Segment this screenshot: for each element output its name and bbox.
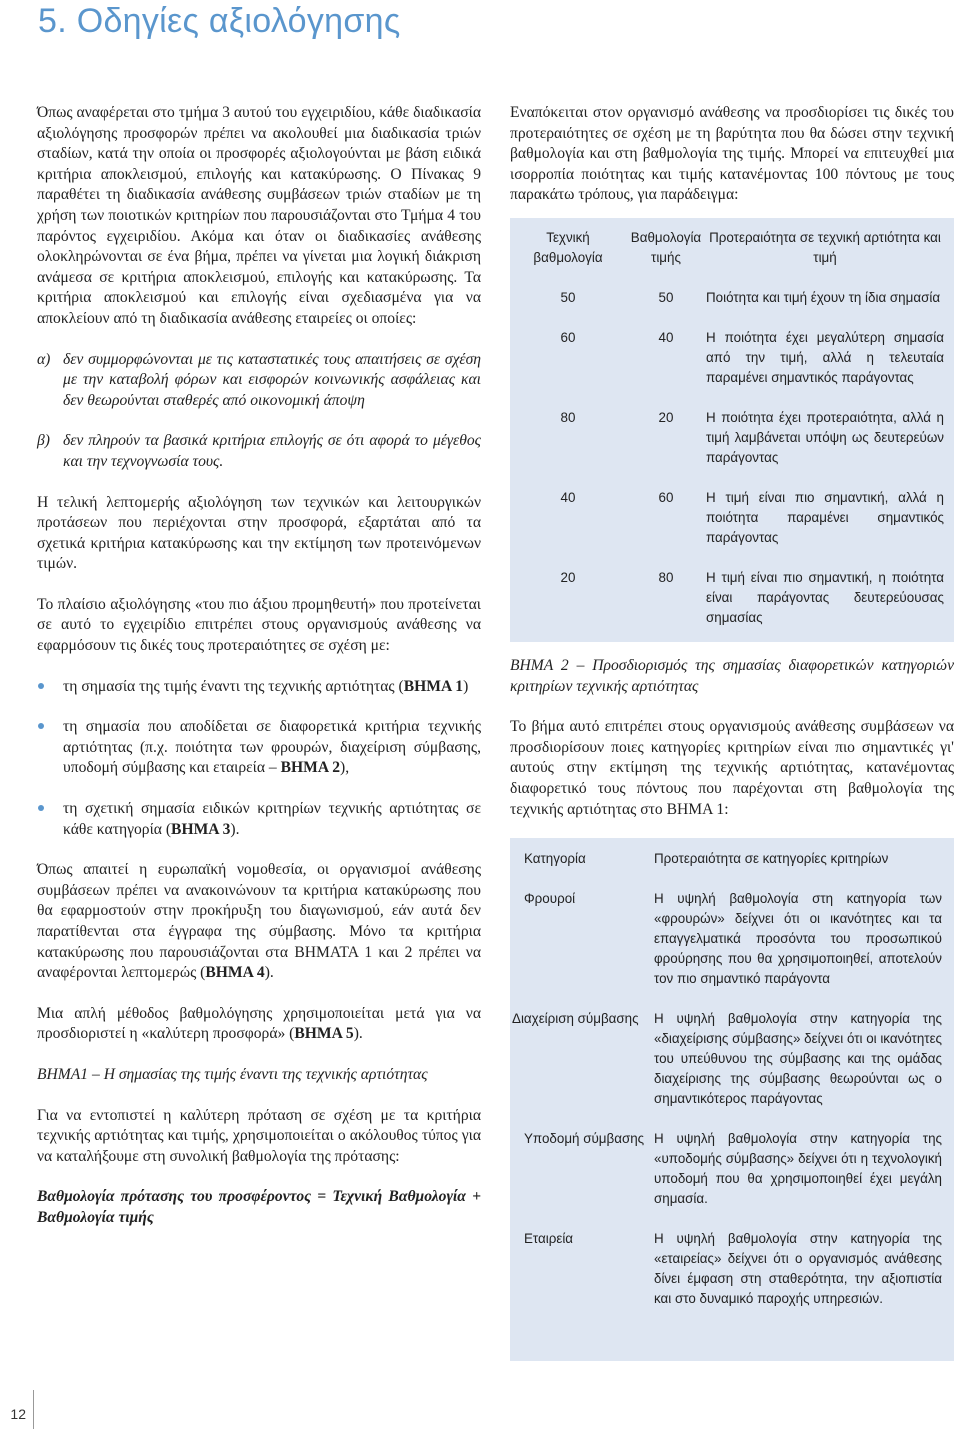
bullet-dot-icon [37,799,63,840]
category-cell: Εταιρεία [524,1231,574,1247]
formula: Βαθμολογία πρότασης του προσφέροντος = Τεχνική Βαθμολογία + Βαθμολογία τιμής [37,1188,481,1226]
scoring-paragraph: Μια απλή μέθοδος βαθμολόγησης χρησιμοποιείται μετά για να προσδιοριστεί η «καλύτερη προσφορά» (ΒΗΜΑ 5). [37,1004,481,1043]
table-row [510,488,954,568]
table-row [510,1009,954,1129]
header-tech-score: Τεχνική βαθμολογία [533,229,603,265]
category-desc-cell: Η υψηλή βαθμολογία στην κατηγορία της «υποδομής σύμβασης» δείχνει ότι η τεχνολογική υποδομή που θα χρησιμοποιηθεί έχει μεγάλη σημασία. [654,1131,942,1207]
bullet-text: τη σημασία που αποδίδεται σε διαφορετικά κριτήρια τεχνικής αρτιότητας (π.χ. ποιότητα των φρουρών, διαχείριση σύμβασης, υποδομή σύμβασης και εταιρεία – ΒΗΜΑ 2), [63,718,481,777]
category-cell: Φρουροί [524,891,576,907]
criterion-b-text: δεν πληρούν τα βασικά κριτήρια επιλογής σε ότι αφορά το μέγεθος και την τεχνογνωσία τους. [63,432,481,470]
table-header-row [510,228,954,288]
criterion-a [37,350,481,412]
page-title: 5. Οδηγίες αξιολόγησης [38,2,401,40]
price-score-cell: 20 [658,409,674,425]
header-category: Κατηγορία [524,851,586,867]
table-header-row [510,849,954,889]
step2-paragraph: Το βήμα αυτό επιτρέπει στους οργανισμούς ανάθεσης συμβάσεων να προσδιορίσουν ποιες κατηγορίες κριτηρίων είναι πιο σημαντικές γι' αυτούς στην εκτίμηση της τεχνικής αρτιότητας, κατανέμοντας διαφορετικό τους πόντους που παρέχονται στη βαθμολογία της τεχνικής αρτιότητας στο ΒΗΜΑ 1: [510,718,954,818]
table-row [510,328,954,408]
category-desc-cell: Η υψηλή βαθμολογία στην κατηγορία της «εταιρείας» δείχνει ότι ο οργανισμός ανάθεσης δίνει έμφαση στη σταθερότητα, την αξιοπιστία και στο δυναμικό παροχής υπηρεσιών. [654,1231,942,1307]
criterion-b-marker: β) [37,432,50,450]
header-price-score: Βαθμολογία τιμής [630,229,702,265]
tech-score-cell: 80 [560,409,576,425]
priority-cell: Η τιμή είναι πιο σημαντική, αλλά η ποιότητα παραμένει σημαντικός παράγοντας [706,489,944,545]
formula-intro-paragraph: Για να εντοπιστεί η καλύτερη πρόταση σε σχέση με τα κριτήρια τεχνικής αρτιότητας και τιμής, χρησιμοποιείται ο ακόλουθος τύπος για να καταλήξουμε στη συνολική βαθμολογία της πρότασης: [37,1106,481,1165]
priority-paragraph: Εναπόκειται στον οργανισμό ανάθεσης να προσδιορίσει τις δικές του προτεραιότητες σε σχέση με τη βαρύτητα που θα δώσει στην τεχνική βαθμολογία και στη βαθμολογία της τιμής. Μπορεί να επιτευχθεί μια ισορροπία ποιότητας και τιμής κατανέμοντας 100 πόντους με τους παρακάτω τρόπους, για παράδειγμα: [510,104,954,204]
bullet-dot-icon [37,677,63,698]
price-score-cell: 60 [658,489,674,505]
table-row [510,288,954,328]
bullet-item-price [37,677,481,698]
bullet-text: τη σημασία της τιμής έναντι της τεχνικής αρτιότητας (ΒΗΜΑ 1) [63,677,469,695]
bullet-text: τη σχετική σημασία ειδικών κριτηρίων τεχνικής αρτιότητας σε κάθε κατηγορία (ΒΗΜΑ 3). [63,800,481,838]
price-score-cell: 50 [658,289,674,305]
tech-score-cell: 50 [560,289,576,305]
priority-cell: Η ποιότητα έχει μεγαλύτερη σημασία από την τιμή, αλλά η τελευταία παραμένει σημαντικός παράγοντας [706,329,944,385]
priority-cell: Η ποιότητα έχει προτεραιότητα, αλλά η τιμή λαμβάνεται υπόψη ως δευτερεύων παράγοντας [706,409,944,465]
legislation-paragraph: Όπως απαιτεί η ευρωπαϊκή νομοθεσία, οι οργανισμοί ανάθεσης συμβάσεων πρέπει να ανακοινώνουν τα κριτήρια κατακύρωσης που θα εφαρμοστούν στην προκήρυξη του διαγωνισμού, εάν αυτά δεν παρατίθενται στα έγγραφα της σύμβασης. Μόνο τα κριτήρια κατακύρωσης που παρουσιάζονται στα ΒΗΜΑΤΑ 1 και 2 πρέπει να αναφέρονται λεπτομερώς (ΒΗΜΑ 4). [37,861,481,982]
category-cell: Διαχείριση σύμβασης [512,1011,639,1027]
price-score-cell: 40 [658,329,674,345]
criterion-a-marker: α) [37,350,51,368]
category-cell: Υποδομή σύμβασης [524,1131,645,1147]
price-quality-table [510,218,954,642]
category-desc-cell: Η υψηλή βαθμολογία στη κατηγορία των «φρουρών» δείχνει ότι οι ικανότητες και τα επαγγελματικά προσόντα του προσωπικού φρούρησης που θα χρησιμοποιηθεί, αποτελούν τον πιο σημαντικό παράγοντα [654,891,942,987]
table-row [510,1129,954,1229]
price-score-cell: 80 [658,569,674,585]
tech-score-cell: 60 [560,329,576,345]
bullet-item-criteria [37,717,481,779]
intro-paragraph: Όπως αναφέρεται στο τμήμα 3 αυτού του εγχειριδίου, κάθε διαδικασία αξιολόγησης προσφορών πρέπει να ακολουθεί μια διαδικασία τριών σταδίων, κατά την οποία οι προσφορές αξιολογούνται με βάση ειδικά κριτήρια αποκλεισμού, επιλογής και κατακύρωσης. Ο Πίνακας 9 παραθέτει τη διαδικασία ανάθεσης συμβάσεων τριών σταδίων με τη χρήση των ποιοτικών κριτηρίων που παρουσιάζονται στο Τμήμα 4 του παρόντος εγχειριδίου. Ακόμα και όταν οι διαδικασίες ανάθεσης ολοκληρώνονται σε ένα βήμα, πρέπει να γίνεται μια λογική διάκριση ανάμεσα σε κριτήρια αποκλεισμού, επιλογής και κατακύρωσης. Τα κριτήρια αποκλεισμού και επιλογής είναι σχεδιασμένα για να αποκλείουν από τη διαδικασία ανάθεσης εταιρείες οι οποίες: [37,104,481,327]
left-column [37,103,481,1249]
page-number: 12 [10,1406,26,1422]
table-row [510,408,954,488]
criterion-a-text: δεν συμμορφώνονται με τις καταστατικές τους απαιτήσεις σε σχέση με την καταβολή φόρων και εισφορών κοινωνικής ασφάλειας και δεν θεωρούνται σταθερές από οικονομική άποψη [63,350,481,409]
step1-heading: ΒΗΜΑ1 – Η σημασίας της τιμής έναντι της τεχνικής αρτιότητας [37,1065,428,1083]
criterion-b [37,431,481,472]
bullet-item-specific [37,799,481,840]
evaluation-paragraph: Η τελική λεπτομερής αξιολόγηση των τεχνικών και λειτουργικών προτάσεων που περιέχονται στην προσφορά, εξαρτάται από τα σχετικά κριτήρια κατακύρωσης και την εκτίμηση των προτεινόμενων τιμών. [37,493,481,573]
table-row [510,568,954,628]
header-priority: Προτεραιότητα σε τεχνική αρτιότητα και τιμή [709,229,941,265]
priority-cell: Η τιμή είναι πιο σημαντική, η ποιότητα είναι παράγοντας δευτερεύουσας σημασίας [706,569,944,625]
table-row [510,1229,954,1309]
category-priority-table [510,838,954,1361]
step2-heading: ΒΗΜΑ 2 – Προσδιορισμός της σημασίας διαφορετικών κατηγοριών κριτηρίων τεχνικής αρτιότητας [510,656,954,695]
table-row [510,889,954,1009]
tech-score-cell: 40 [560,489,576,505]
framework-paragraph: Το πλαίσιο αξιολόγησης «του πιο άξιου προμηθευτή» που προτείνεται σε αυτό το εγχειρίδιο επιτρέπει στους οργανισμούς ανάθεσης να εφαρμόσουν τις δικές τους προτεραιότητες σε σχέση με: [37,595,481,655]
tech-score-cell: 20 [560,569,576,585]
header-category-priority: Προτεραιότητα σε κατηγορίες κριτηρίων [654,851,889,867]
bullet-dot-icon [37,717,63,779]
page-number-divider [33,1390,34,1429]
category-desc-cell: Η υψηλή βαθμολογία στην κατηγορία της «διαχείρισης σύμβασης» δείχνει ότι οι ικανότητες του υπεύθυνου της σύμβασης και της ομάδας διαχείρισης της σύμβασης θεωρούνται ως ο σημαντικότερος παράγοντας [654,1011,942,1107]
right-column [510,103,954,1361]
priority-cell: Ποιότητα και τιμή έχουν τη ίδια σημασία [706,289,941,305]
